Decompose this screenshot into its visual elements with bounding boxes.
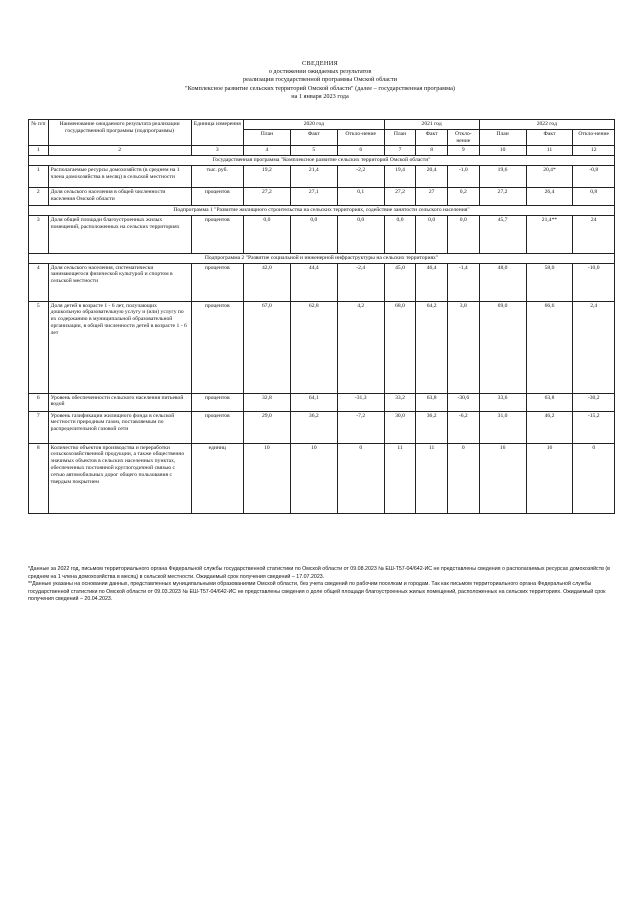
value-cell: 27,2	[384, 187, 416, 205]
value-cell: 58,0	[526, 263, 573, 301]
table-row	[29, 393, 615, 411]
value-cell: 16	[526, 443, 573, 513]
column-index: 5	[290, 146, 337, 156]
value-cell: 2,4	[573, 301, 615, 393]
row-unit: единиц	[191, 443, 243, 513]
row-unit: тыс. руб.	[191, 165, 243, 187]
row-unit: процентов	[191, 187, 243, 205]
table-row	[29, 443, 615, 513]
value-cell: -2,4	[337, 263, 384, 301]
header-date: на 1 января 2023 года	[291, 92, 349, 100]
value-cell: 19,6	[479, 165, 526, 187]
value-cell: 19,2	[243, 165, 290, 187]
table-row	[29, 215, 615, 253]
value-cell: 69,0	[479, 301, 526, 393]
value-cell: 63,8	[416, 393, 448, 411]
value-cell: 27,1	[290, 187, 337, 205]
value-cell: 3,8	[447, 301, 479, 393]
header-index-row	[29, 146, 615, 156]
value-cell: 62,8	[290, 301, 337, 393]
column-index: 3	[191, 146, 243, 156]
value-cell: 36,2	[416, 411, 448, 443]
row-number: 5	[29, 301, 49, 393]
value-cell: 64,2	[416, 301, 448, 393]
value-cell: 21,4**	[526, 215, 573, 253]
results-table	[28, 119, 615, 514]
header-year-2020: 2020 год	[243, 120, 384, 130]
row-number: 8	[29, 443, 49, 513]
table-row	[29, 165, 615, 187]
header-deviation-2021: Откло-нение	[447, 129, 479, 146]
column-index: 7	[384, 146, 416, 156]
value-cell: 0,0	[447, 215, 479, 253]
header-fact-2020: Факт	[290, 129, 337, 146]
value-cell: 0,8	[573, 187, 615, 205]
value-cell: 66,6	[526, 301, 573, 393]
header-line-2: реализации государственной программы Омской области	[243, 76, 397, 84]
value-cell: 27	[416, 187, 448, 205]
value-cell: 30,0	[384, 411, 416, 443]
value-cell: 33,2	[384, 393, 416, 411]
value-cell: 46,2	[526, 411, 573, 443]
value-cell: 4,2	[337, 301, 384, 393]
row-unit: процентов	[191, 263, 243, 301]
row-unit: процентов	[191, 393, 243, 411]
row-name: Доля детей в возрасте 1 - 6 лет, получающих дошкольную образовательную услугу и (или) услугу по их содержанию в муниципальной образовательной организации, в общей численности детей в возрасте 1 - 6 лет	[48, 301, 191, 393]
value-cell: -0,8	[573, 165, 615, 187]
value-cell: 0,0	[416, 215, 448, 253]
column-index: 4	[243, 146, 290, 156]
value-cell: -30,2	[573, 393, 615, 411]
header-year-2022: 2022 год	[479, 120, 614, 130]
value-cell: 32,8	[243, 393, 290, 411]
table-row	[29, 411, 615, 443]
row-number: 2	[29, 187, 49, 205]
header-fact-2021: Факт	[416, 129, 448, 146]
footnote-2: **Данные указаны на основании данных, представленных муниципальными образованиями Омской области, без учета сведений по рабочим поселкам и городам. Так как письмом территориального органа Федеральной службы государственной статистики по Омской области от 09.03.2023 № ЕШ-Т57-04/642-ИС не представлены сведения о доле общей площади благоустроенных жилых помещений, расположенных на сельских территориях. Ожидаемый срок получения сведений – 20.04.2023.	[28, 581, 606, 603]
value-cell: -1,4	[447, 263, 479, 301]
section-row	[29, 156, 615, 166]
value-cell: 45,0	[384, 263, 416, 301]
section-title: Подпрограмма 1 "Развитие жилищного строительства на сельских территориях, содействие занятости сельского населения"	[29, 205, 615, 215]
row-name: Располагаемые ресурсы домохозяйств (в среднем на 1 члена домохозяйства в месяц) в сельской местности	[48, 165, 191, 187]
value-cell: 44,4	[290, 263, 337, 301]
column-index: 10	[479, 146, 526, 156]
table-row	[29, 263, 615, 301]
value-cell: -15,2	[573, 411, 615, 443]
table-row	[29, 187, 615, 205]
value-cell: 27,2	[243, 187, 290, 205]
header-plan-2020: План	[243, 129, 290, 146]
header-deviation-2020: Откло-нение	[337, 129, 384, 146]
header-unit: Единица измерения	[191, 120, 243, 146]
document-title: СВЕДЕНИЯ	[301, 60, 339, 67]
column-index: 6	[337, 146, 384, 156]
value-cell: 20,4*	[526, 165, 573, 187]
header-fact-2022: Факт	[526, 129, 573, 146]
column-index: 2	[48, 146, 191, 156]
value-cell: 16	[479, 443, 526, 513]
value-cell: 0	[447, 443, 479, 513]
footnote-1: *Данные за 2022 год, письмом территориального органа Федеральной службы государственной статистики по Омской области от 09.08.2023 № ЕШ-Т57-04/642-ИС не представлены сведения о располагаемых ресурсах домохозяйств (в среднем на 1 члена домохозяйства в месяц) в сельской местности. Ожидаемый срок получения сведений – 17.07.2023.	[28, 566, 610, 580]
value-cell: 0,1	[337, 187, 384, 205]
value-cell: 26,4	[526, 187, 573, 205]
value-cell: 0	[573, 443, 615, 513]
value-cell: 19,4	[384, 165, 416, 187]
value-cell: -1,0	[447, 165, 479, 187]
row-name: Уровень газификации жилищного фонда в сельской местности природным газом, поставляемым по распределительной газовой сети	[48, 411, 191, 443]
header-line-1: о достижении ожидаемых результатов	[268, 68, 372, 76]
value-cell: 24	[573, 215, 615, 253]
value-cell: -2,2	[337, 165, 384, 187]
value-cell: 0	[337, 443, 384, 513]
column-index: 9	[447, 146, 479, 156]
value-cell: 48,0	[479, 263, 526, 301]
value-cell: 29,0	[243, 411, 290, 443]
section-title: Государственная программа "Комплексное развитие сельских территорий Омской области"	[29, 156, 615, 166]
value-cell: 0,0	[384, 215, 416, 253]
value-cell: 21,4	[290, 165, 337, 187]
value-cell: 36,2	[290, 411, 337, 443]
value-cell: 11	[384, 443, 416, 513]
table-body	[29, 156, 615, 513]
value-cell: -10,0	[573, 263, 615, 301]
row-unit: процентов	[191, 215, 243, 253]
value-cell: -31,3	[337, 393, 384, 411]
row-name: Доля сельского населения в общей численности населения Омской области	[48, 187, 191, 205]
document-header	[0, 60, 640, 101]
row-number: 3	[29, 215, 49, 253]
value-cell: 11	[416, 443, 448, 513]
value-cell: -6,2	[447, 411, 479, 443]
value-cell: 10	[243, 443, 290, 513]
row-unit: процентов	[191, 301, 243, 393]
row-name: Доля общей площади благоустроенных жилых помещений, расположенных на сельских территориях	[48, 215, 191, 253]
row-number: 6	[29, 393, 49, 411]
value-cell: 31,0	[479, 411, 526, 443]
value-cell: 64,1	[290, 393, 337, 411]
value-cell: -7,2	[337, 411, 384, 443]
header-plan-2022: План	[479, 129, 526, 146]
value-cell: 27,2	[479, 187, 526, 205]
header-year-2021: 2021 год	[384, 120, 479, 130]
row-number: 4	[29, 263, 49, 301]
row-name: Уровень обеспеченности сельского населения питьевой водой	[48, 393, 191, 411]
value-cell: 45,7	[479, 215, 526, 253]
section-row	[29, 205, 615, 215]
row-name: Количество объектов производства и переработки сельскохозяйственной продукции, а также общественно значимых объектов в сельских населенных пунктах, обеспеченных постоянной круглогодичной связью с сетью автомобильных дорог общего пользования с твердым покрытием	[48, 443, 191, 513]
column-index: 1	[29, 146, 49, 156]
value-cell: 42,0	[243, 263, 290, 301]
footnotes	[28, 566, 620, 604]
value-cell: 10	[290, 443, 337, 513]
table-row	[29, 301, 615, 393]
header-name: Наименование ожидаемого результата реализации государственной программы (подпрограммы)	[48, 120, 191, 146]
value-cell: 67,0	[243, 301, 290, 393]
header-deviation-2022: Откло-нение	[573, 129, 615, 146]
column-index: 8	[416, 146, 448, 156]
value-cell: -30,6	[447, 393, 479, 411]
row-number: 1	[29, 165, 49, 187]
value-cell: 0,2	[447, 187, 479, 205]
value-cell: 0,0	[290, 215, 337, 253]
value-cell: 0,0	[337, 215, 384, 253]
value-cell: 20,4	[416, 165, 448, 187]
column-index: 11	[526, 146, 573, 156]
section-row	[29, 253, 615, 263]
header-num: № п/п	[29, 120, 49, 146]
row-number: 7	[29, 411, 49, 443]
column-index: 12	[573, 146, 615, 156]
header-line-3: "Комплексное развитие сельских территорий Омской области" (далее – государственная программа)	[185, 84, 455, 92]
value-cell: 68,0	[384, 301, 416, 393]
value-cell: 63,8	[526, 393, 573, 411]
value-cell: 0,0	[243, 215, 290, 253]
row-unit: процентов	[191, 411, 243, 443]
value-cell: 46,4	[416, 263, 448, 301]
section-title: Подпрограмма 2 "Развитие социальной и инженерной инфраструктуры на сельских территориях"	[29, 253, 615, 263]
header-plan-2021: План	[384, 129, 416, 146]
row-name: Доля сельского населения, систематически занимающегося физической культурой и спортом в сельской местности	[48, 263, 191, 301]
value-cell: 33,6	[479, 393, 526, 411]
